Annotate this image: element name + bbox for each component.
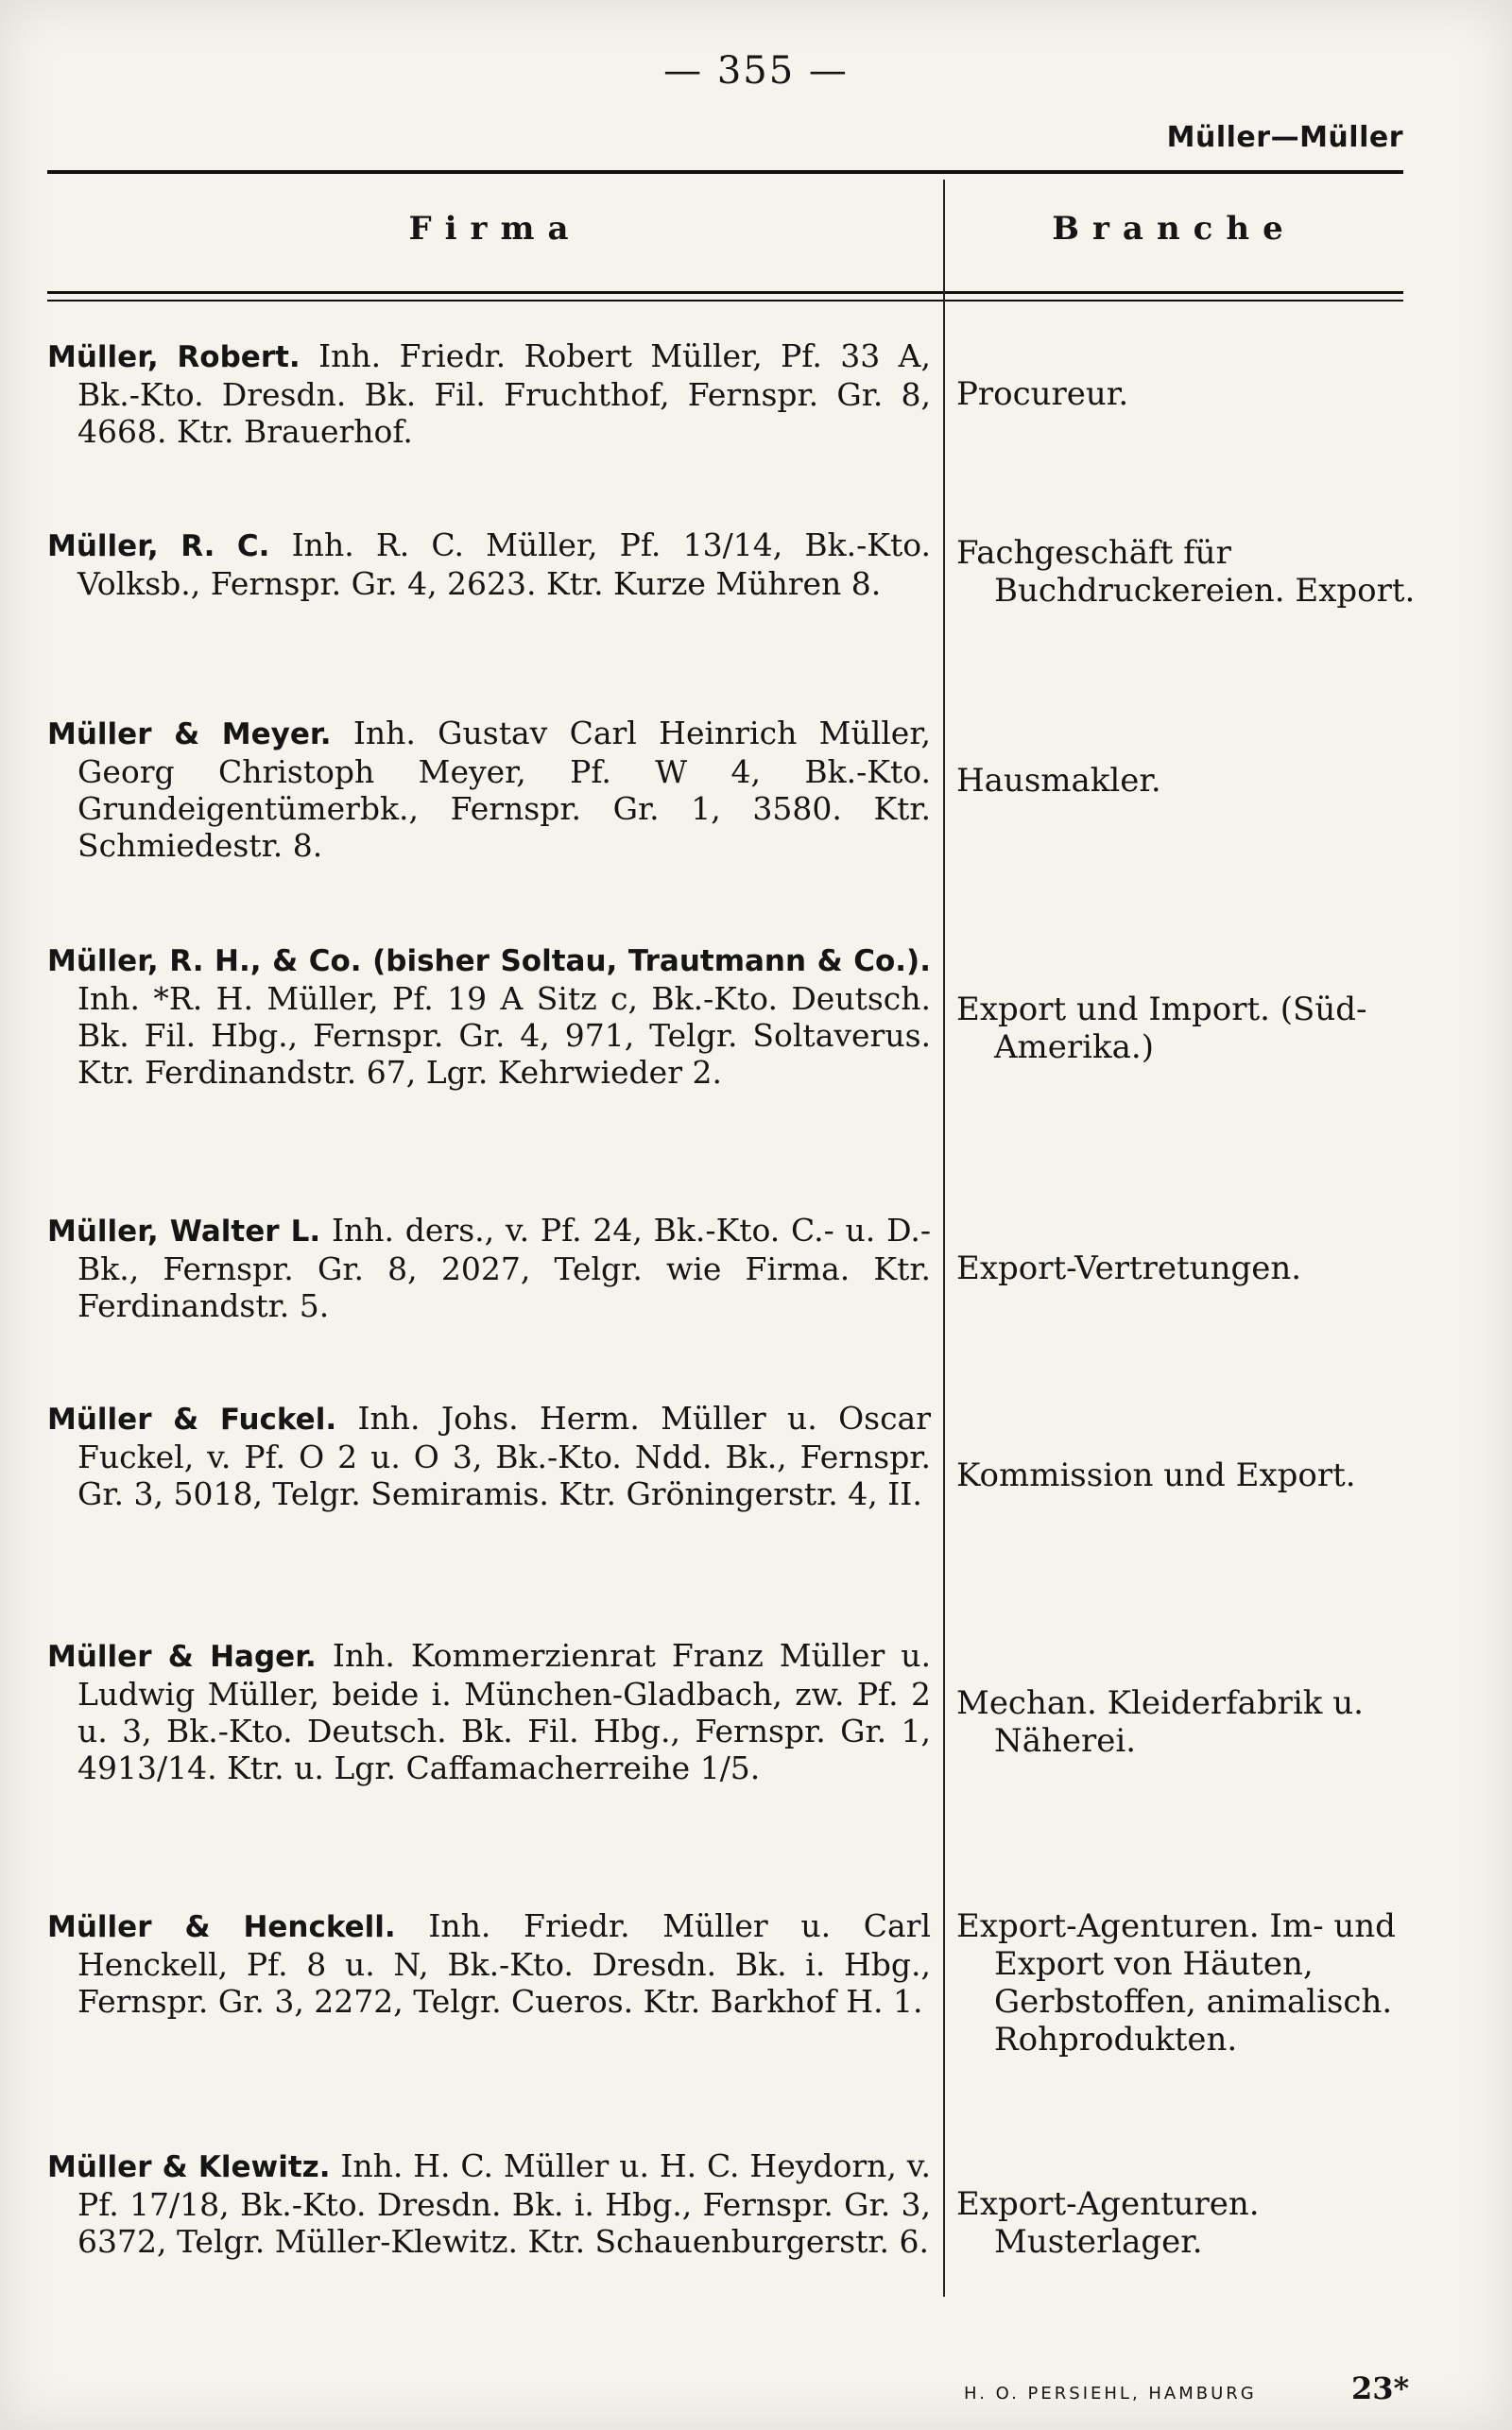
entry-branche: Export-Vertretungen. xyxy=(956,1249,1302,1287)
entry-branche: Export und Import. (Süd-Amerika.) xyxy=(956,991,1367,1066)
column-header-firma: Firma xyxy=(408,210,582,248)
entry-branche: Fachgeschäft für Buchdruckereien. Export. xyxy=(956,534,1416,610)
signature-mark: 23* xyxy=(1351,2370,1410,2406)
running-head: Müller—Müller xyxy=(1166,121,1403,154)
firm-details: Inh. R. C. Müller, Pf. 13/14, Bk.-Kto. Volksb., Fernspr. Gr. 4, 2623. Ktr. Kurze Mühren 8. xyxy=(77,526,931,602)
entry-branche: Export-Agenturen. Im- und Export von Häuten, Gerbstoffen, animalisch. Rohprodukten. xyxy=(956,1907,1396,2059)
entry-firma xyxy=(47,1400,931,1512)
entry-firma xyxy=(47,337,931,450)
entry-firma xyxy=(47,941,931,1091)
firm-details: Inh. Kommerzienrat Franz Müller u. Ludwig Müller, beide i. München-Gladbach, zw. Pf. 2 u. 3, Bk.-Kto. Deutsch. Bk. Fil. Hbg., Fernspr. Gr. 1, 4913/14. Ktr. u. Lgr. Caffamacherreihe 1/5. xyxy=(77,1637,931,1786)
entry-branche: Kommission und Export. xyxy=(956,1456,1356,1494)
firm-details: Inh. Friedr. Robert Müller, Pf. 33 A, Bk.-Kto. Dresdn. Bk. Fil. Fruchthof, Fernspr. Gr. 8, 4668. Ktr. Brauerhof. xyxy=(77,337,931,450)
header-double-rule-upper xyxy=(47,291,1403,294)
header-rule xyxy=(47,170,1403,174)
firm-name: Müller & Meyer. xyxy=(47,717,332,751)
firm-name: Müller, Walter L. xyxy=(47,1215,321,1249)
firm-details: Inh. H. C. Müller u. H. C. Heydorn, v. Pf. 17/18, Bk.-Kto. Dresdn. Bk. i. Hbg., Fernspr. Gr. 3, 6372, Telgr. Müller-Klewitz. Ktr. Schauenburgerstr. 6. xyxy=(77,2147,931,2260)
entry-firma xyxy=(47,1212,931,1324)
entry-firma xyxy=(47,715,931,864)
firm-details: Inh. *R. H. Müller, Pf. 19 A Sitz c, Bk.-Kto. Deutsch. Bk. Fil. Hbg., Fernspr. Gr. 4, 971, Telgr. Soltaverus. Ktr. Ferdinandstr. 67, Lgr. Kehrwieder 2. xyxy=(77,980,931,1091)
firm-name: Müller, Robert. xyxy=(47,340,301,374)
entry-firma xyxy=(47,1907,931,2020)
column-header-branche: Branche xyxy=(1052,210,1297,248)
header-double-rule-lower xyxy=(47,300,1403,302)
firm-name: Müller & Henckell. xyxy=(47,1910,396,1944)
firm-name: Müller & Fuckel. xyxy=(47,1403,337,1437)
column-divider xyxy=(943,180,945,2297)
firm-name: Müller, R. H., & Co. (bisher Soltau, Trautmann & Co.). xyxy=(47,944,931,978)
printer-imprint: H. O. PERSIEHL, HAMBURG xyxy=(964,2384,1257,2404)
entry-firma xyxy=(47,2147,931,2260)
entry-branche: Export-Agenturen. Musterlager. xyxy=(956,2185,1260,2261)
firm-details: Inh. Friedr. Müller u. Carl Henckell, Pf. 8 u. N, Bk.-Kto. Dresdn. Bk. i. Hbg., Fernspr. Gr. 3, 2272, Telgr. Cueros. Ktr. Barkhof H. 1. xyxy=(77,1907,932,2020)
entry-branche: Hausmakler. xyxy=(956,762,1161,800)
firm-details: Inh. Johs. Herm. Müller u. Oscar Fuckel, v. Pf. O 2 u. O 3, Bk.-Kto. Ndd. Bk., Fernspr. Gr. 3, 5018, Telgr. Semiramis. Ktr. Gröningerstr. 4, II. xyxy=(77,1400,931,1512)
firm-name: Müller & Hager. xyxy=(47,1640,317,1674)
firm-name: Müller & Klewitz. xyxy=(47,2150,331,2184)
page-number: — 355 — xyxy=(663,49,849,93)
entry-branche: Procureur. xyxy=(956,375,1129,413)
firm-details: Inh. ders., v. Pf. 24, Bk.-Kto. C.- u. D.-Bk., Fernspr. Gr. 8, 2027, Telgr. wie Firma. Ktr. Ferdinandstr. 5. xyxy=(77,1212,931,1324)
entry-firma xyxy=(47,1637,931,1786)
firm-details: Inh. Gustav Carl Heinrich Müller, Georg Christoph Meyer, Pf. W 4, Bk.-Kto. Grundeigentümerbk., Fernspr. Gr. 1, 3580. Ktr. Schmiedestr. 8. xyxy=(77,715,931,864)
entry-firma xyxy=(47,526,931,602)
firm-name: Müller, R. C. xyxy=(47,529,270,563)
entry-branche: Mechan. Kleiderfabrik u. Näherei. xyxy=(956,1684,1364,1760)
